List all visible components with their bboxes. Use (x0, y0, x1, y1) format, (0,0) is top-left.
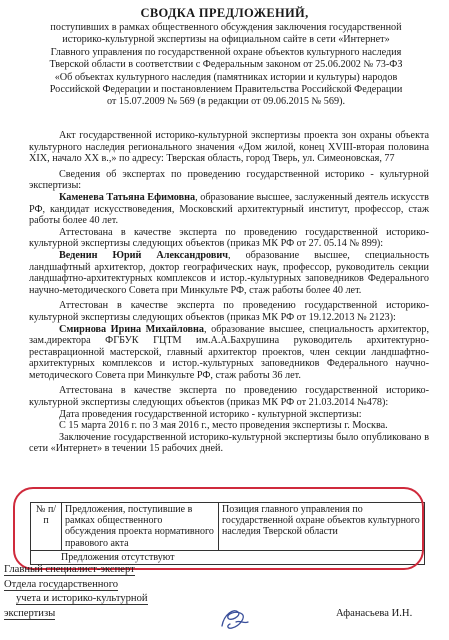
intro-line: Тверской области в соответствии с Федеральным законом от 25.06.2002 № 73-ФЗ (49, 59, 403, 71)
expert-3-details: , образование высшее, специальность архитектор, зам.директора ФГБУК ГЦТМ им.А.А.Бахрушина руководитель архитектурно-реставрационной мастерской, главный архитектор проектов, член секции ландшафтно-архитектурных комплексов и истор.-культурных заповедников Федерального научно-методического Совета при Минкульте РФ, стаж работы 36 лет. (29, 323, 429, 381)
intro-line: историко-культурной экспертизы на официальном сайте в сети «Интернет» (62, 34, 390, 46)
expert-1-paragraph (29, 192, 429, 227)
intro-line: «Об объектах культурного наследия (памятниках истории и культуры) народов (54, 71, 398, 83)
expert-2-name: Веденин Юрий Александрович (59, 249, 228, 261)
expert-1-details: , образование высшее, заслуженный деятель искусств РФ, кандидат искусствоведения, Московский архитектурный институт, профессор, стаж работы более 40 лет. (29, 191, 429, 227)
act-paragraph: Акт государственной историко-культурной экспертизы проекта зон охраны объекта культурного наследия регионального значения «Дом жилой, конец XVIII-вторая половина XIX, начало XX в.,» по адресу: Тверская область, город Тверь, ул. Симеоновская, 77 (29, 130, 429, 165)
intro-block (22, 22, 430, 109)
highlight-oval (13, 487, 424, 570)
expert-3-name: Смирнова Ирина Михайловна (59, 323, 205, 335)
signature-block (4, 563, 148, 621)
expert-3-attestation: Аттестована в качестве эксперта по проведению государственной историко-культурной экспертизы следующих объектов (приказ МК РФ от 21.03.2014 №478): (29, 385, 429, 409)
intro-line: от 15.07.2009 № 569 (в редакции от 09.06.2015 № 569). (106, 96, 346, 108)
handwritten-signature (214, 604, 254, 632)
expert-2-paragraph (29, 250, 429, 296)
position-line-2 (4, 578, 148, 593)
expert-2-details: , образование высшее, специальность ландшафтный архитектор, доктор географических наук, профессор, руководитель секции ландшафтно-архитектурных комплексов и истор.-культурных заповедников Федерального научно-методического Совета при Минкульте РФ, стаж работы более 40 лет. (29, 249, 429, 296)
intro-line: Российской Федерации и постановлением Правительства Российской Федерации (49, 84, 403, 96)
header-position-cell: Позиция главного управления по государственной охране объектов культурного наследия Тверской области (219, 503, 425, 551)
document-body (29, 130, 429, 455)
expert-3-paragraph (29, 324, 429, 382)
exam-date: Дата проведения государственной историко - культурной экспертизы: (59, 408, 362, 420)
signer-name: Афанасьева И.Н. (336, 608, 413, 619)
conclusion-paragraph: Заключение государственной историко-культурной экспертизы было опубликовано в сети «Интернет» в течении 15 рабочих дней. (29, 431, 429, 455)
empty-row-cell: Предложения отсутствуют (31, 550, 425, 564)
document-title: СВОДКА ПРЕДЛОЖЕНИЙ, (140, 6, 309, 20)
position-text-3: учета и историко-культурной (16, 593, 148, 605)
position-line-1 (4, 563, 148, 578)
position-line-3 (4, 592, 148, 607)
intro-line: поступивших в рамках общественного обсуждения заключения государственной (50, 22, 402, 33)
header-proposals-cell: Предложения, поступившие в рамках общественного обсуждения проекта нормативного правового акта (62, 503, 219, 551)
position-text-4: экспертизы (4, 607, 56, 619)
expert-2-attestation: Аттестован в качестве эксперта по проведению государственной историко-культурной экспертизы следующих объектов (приказ МК РФ от 19.12.2013 № 2123): (29, 300, 429, 323)
exam-period: С 15 марта 2016 г. по 3 мая 2016 г., место проведения экспертизы г. Москва. (59, 420, 388, 432)
experts-intro: Сведения об экспертах по проведению государственной историко - культурной экспертизы: (29, 168, 429, 192)
expert-1-name: Каменева Татьяна Ефимовна (59, 191, 196, 203)
intro-line: Главного управления по государственной охране объектов культурного наследия (50, 46, 402, 58)
position-line-4 (4, 607, 148, 622)
position-text-2: Отдела государственного (4, 578, 119, 590)
position-text-1: Главный специалист-эксперт (4, 564, 135, 575)
expert-1-attestation: Аттестована в качестве эксперта по проведению государственной историко-культурной экспертизы следующих объектов (приказ МК РФ от 27. 05.14 № 899): (29, 226, 429, 250)
header-num: № п/п (35, 504, 57, 527)
